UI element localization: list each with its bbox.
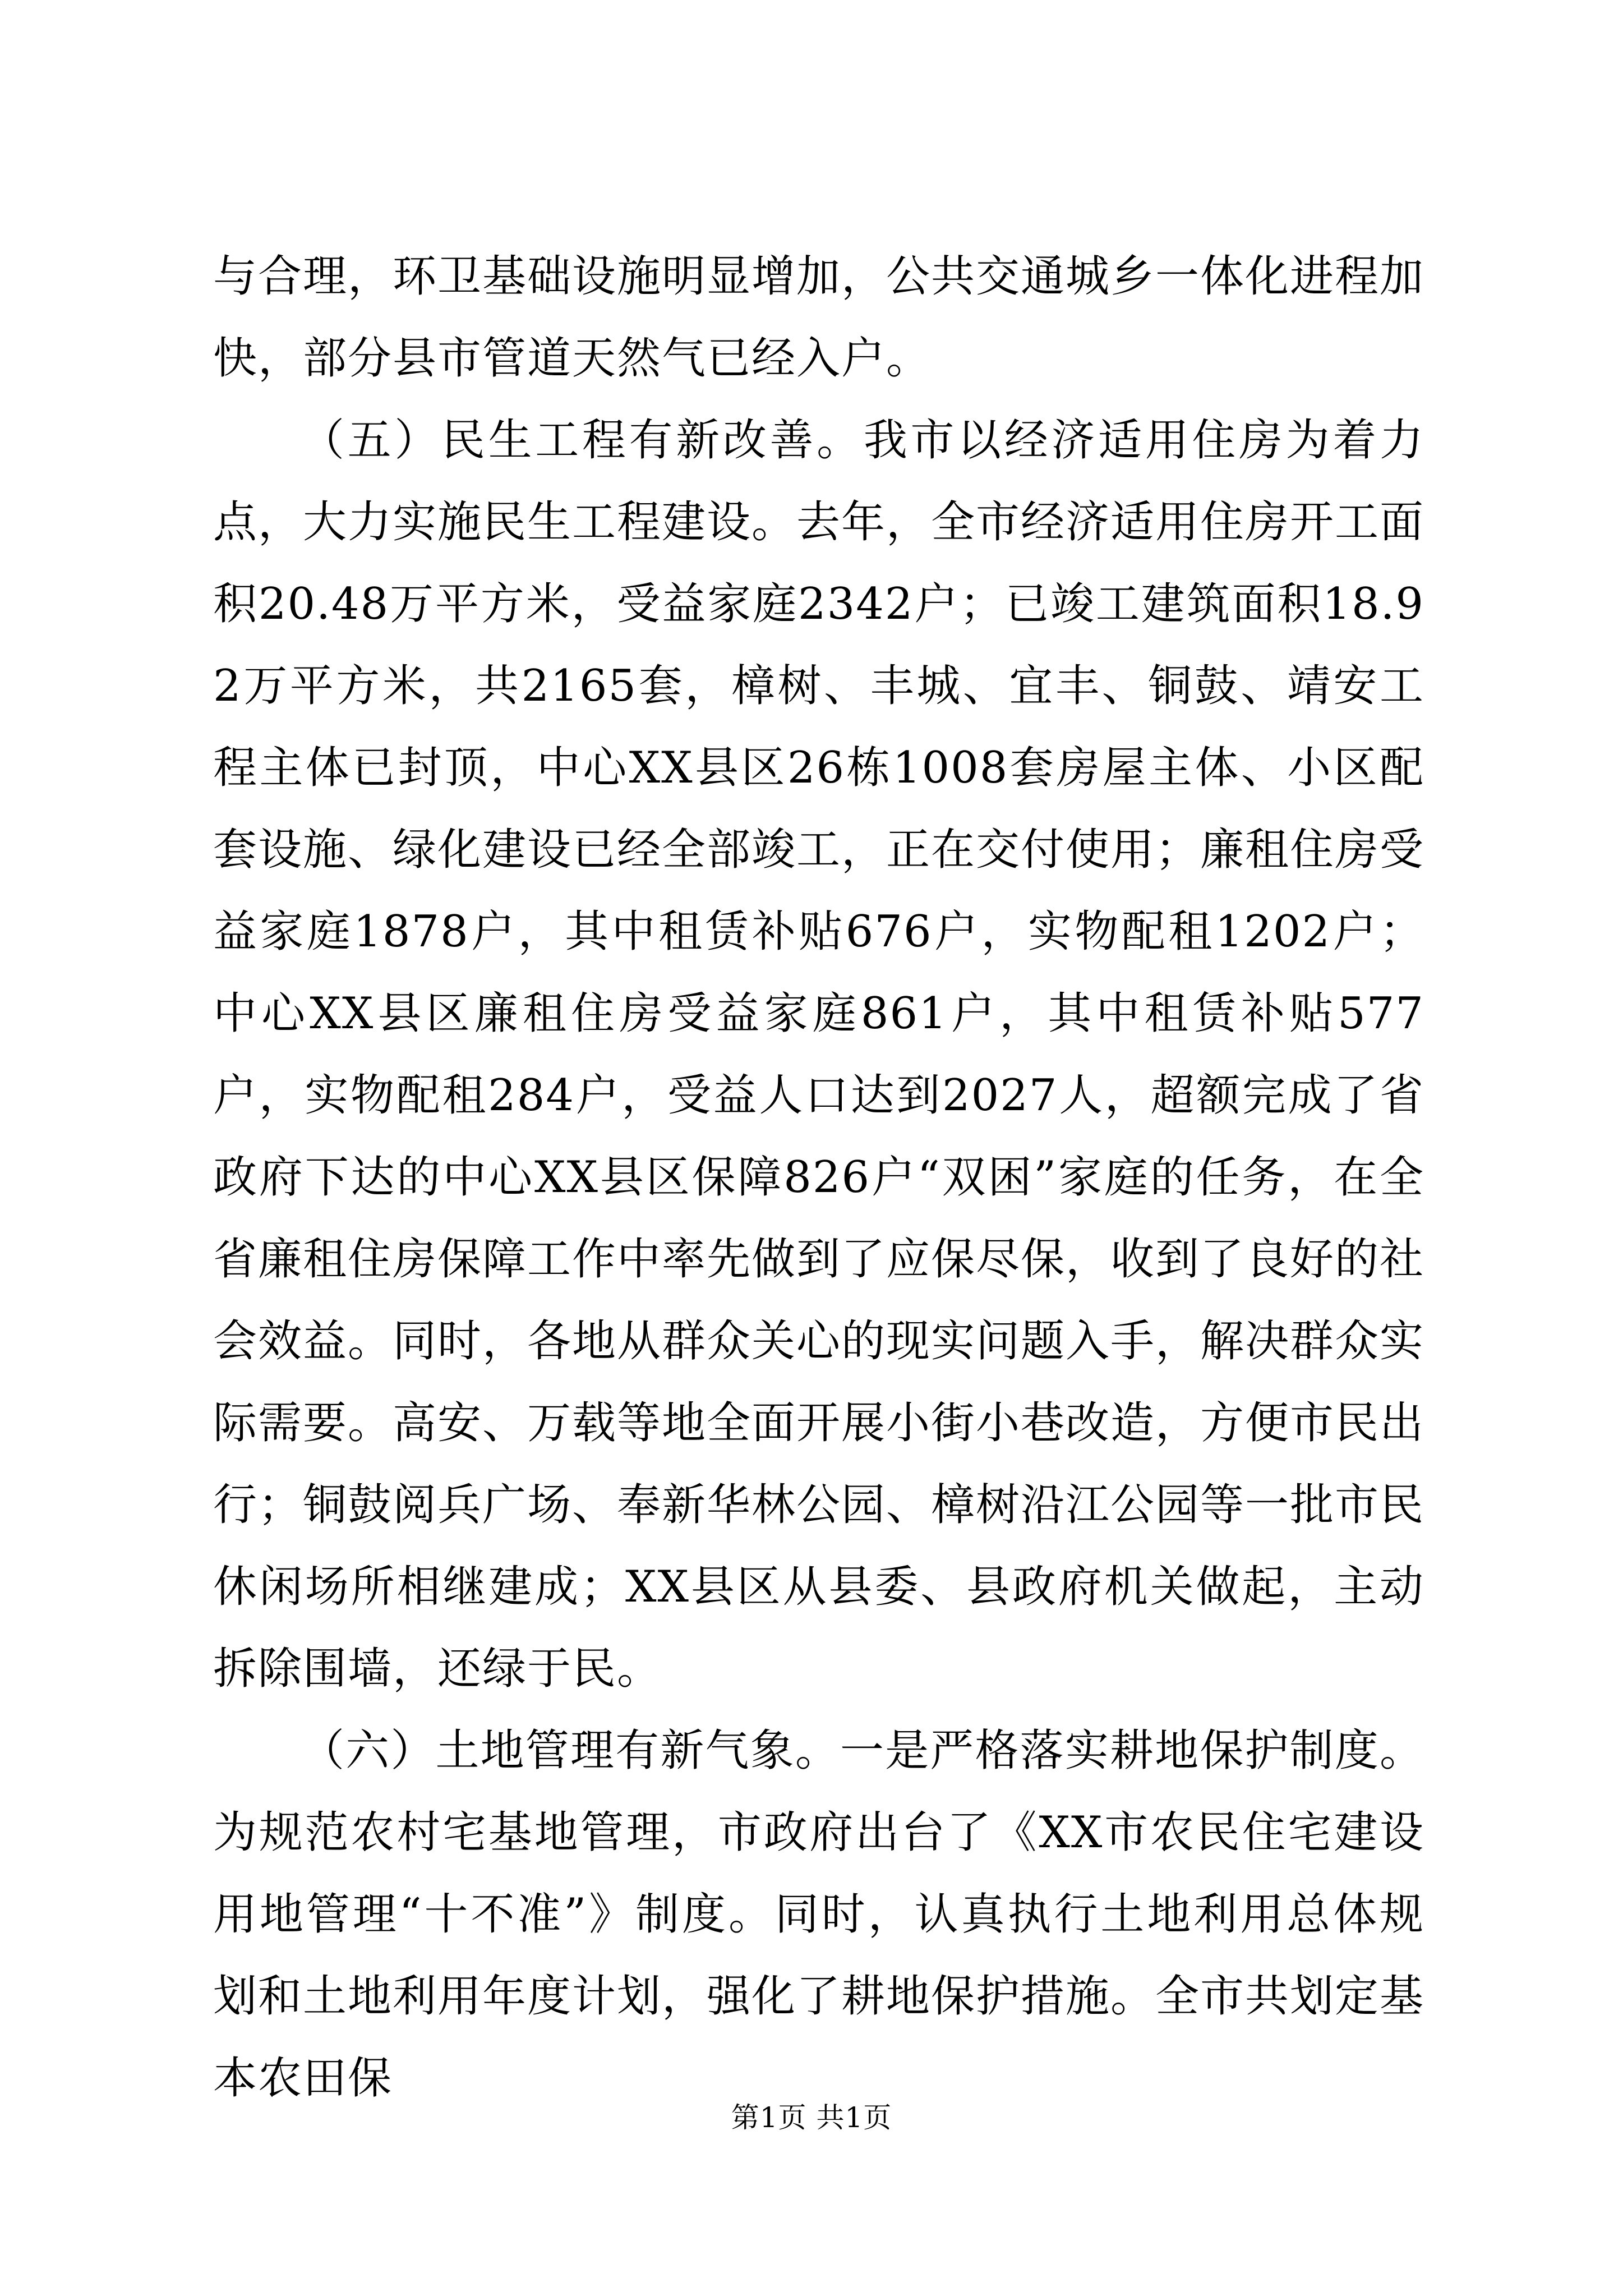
paragraph-section-five: （五）民生工程有新改善。我市以经济适用住房为着力点，大力实施民生工程建设。去年，全市经济适用住房开工面积20.48万平方米，受益家庭2342户；已竣工建筑面积18.92万平方米，共2165套，樟树、丰城、宜丰、铜鼓、靖安工程主体已封顶，中心XX县区26栋1008套房屋主体、小区配套设施、绿化建设已经全部竣工，正在交付使用；廉租住房受益家庭1878户，其中租赁补贴676户，实物配租1202户；中心XX县区廉租住房受益家庭861户，其中租赁补贴577户，实物配租284户，受益人口达到2027人，超额完成了省政府下达的中心XX县区保障826户“双困”家庭的任务，在全省廉租住房保障工作中率先做到了应保尽保，收到了良好的社会效益。同时，各地从群众关心的现实问题入手，解决群众实际需要。高安、万载等地全面开展小街小巷改造，方便市民出行；铜鼓阅兵广场、奉新华林公园、樟树沿江公园等一批市民休闲场所相继建成；XX县区从县委、县政府机关做起，主动拆除围墙，还绿于民。 <box>213 415 1425 1694</box>
document-body <box>213 236 1424 2119</box>
paragraph-section-six: （六）土地管理有新气象。一是严格落实耕地保护制度。为规范农村宅基地管理，市政府出台了《XX市农民住宅建设用地管理“十不准”》制度。同时，认真执行土地利用总体规划和土地利用年度计划，强化了耕地保护措施。全市共划定基本农田保 <box>213 1726 1425 2104</box>
paragraph-continuation: 与合理，环卫基础设施明显增加，公共交通城乡一体化进程加快，部分县市管道天然气已经入户。 <box>213 251 1425 384</box>
page-footer: 第1页 共1页 <box>731 2101 892 2134</box>
